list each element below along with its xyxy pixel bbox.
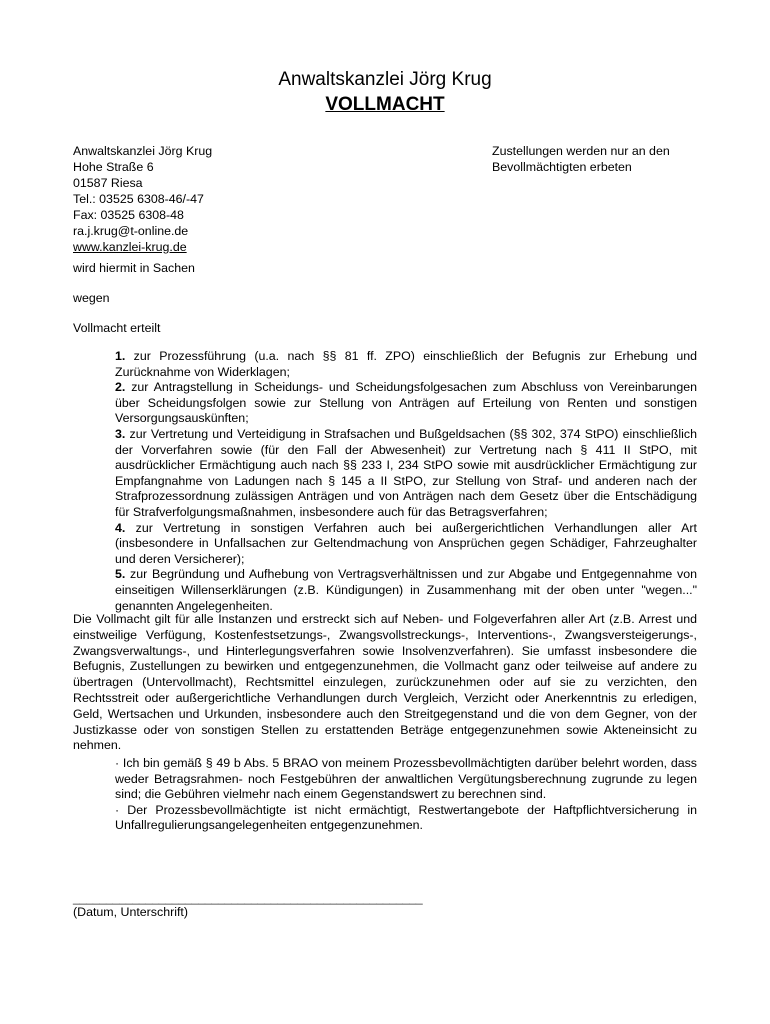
power-number: 2.: [115, 380, 126, 395]
power-item: [115, 567, 697, 614]
signature-line: _____________________________________________________: [73, 891, 423, 905]
power-item: [115, 427, 697, 521]
delivery-notice: Zustellungen werden nur an den Bevollmächtigten erbeten: [492, 144, 670, 174]
firm-address-block: [73, 143, 233, 255]
power-item: [115, 349, 697, 380]
address-fax: Fax: 03525 6308-48: [73, 208, 184, 222]
address-name: Anwaltskanzlei Jörg Krug: [73, 144, 213, 158]
address-street: Hohe Straße 6: [73, 160, 154, 174]
power-text: zur Vertretung in sonstigen Verfahren auch bei außergerichtlichen Verhandlungen aller Art (insbesondere in Unfallsachen zur Geltendmachung von Ansprüchen gegen Schädiger, Fahrzeughalter und deren Versicherer);: [115, 520, 697, 566]
signature-label: (Datum, Unterschrift): [73, 905, 188, 919]
power-number: 5.: [115, 567, 126, 582]
power-number: 1.: [115, 349, 126, 363]
address-phone: Tel.: 03525 6308-46/-47: [73, 192, 204, 206]
document-title: VOLLMACHT: [325, 94, 445, 115]
firm-heading: Anwaltskanzlei Jörg Krug: [278, 69, 492, 90]
address-email[interactable]: ra.j.krug@t-online.de: [73, 224, 189, 238]
address-city: 01587 Riesa: [73, 176, 143, 190]
power-text: zur Begründung und Aufhebung von Vertragsverhältnissen und zur Abgabe und Entgegennahme von einseitigen Willenserklärungen (z.B. Kündigungen) in Zusammenhang mit der oben unter "wegen..." genannten Angelegenheiten.: [115, 567, 697, 613]
intro-wegen: wegen: [73, 291, 110, 305]
powers-list: [115, 349, 697, 614]
power-number: 3.: [115, 426, 126, 441]
hint-residual-value: · Der Prozessbevollmächtigte ist nicht ermächtigt, Restwertangebote der Haftpflichtversicherung in Unfallregulierungsangelegenheiten entgegenzunehmen.: [115, 802, 697, 833]
power-text: zur Prozessführung (u.a. nach §§ 81 ff. ZPO) einschließlich der Befugnis zur Erhebung und Zurücknahme von Widerklagen;: [115, 349, 697, 379]
power-number: 4.: [115, 520, 126, 535]
scope-paragraph: [73, 612, 697, 754]
power-text: zur Vertretung und Verteidigung in Strafsachen und Bußgeldsachen (§§ 302, 374 StPO) einschließlich der Vorverfahren sowie (für den Fall der Abwesenheit) zur Vertretung nach § 411 II StPO, mit ausdrücklicher Ermächtigung auch nach §§ 233 I, 234 StPO sowie mit ausdrücklicher Ermächtigung zur Empfangnahme von Ladungen nach § 145 a II StPO, zur Stellung von Straf- und anderen nach der Strafprozessordnung zulässigen Anträgen und von Anträgen nach dem Gesetz über die Entschädigung für Strafverfolgungsmaßnahmen, insbesondere auch für das Betragsverfahren;: [115, 426, 697, 519]
power-text: zur Antragstellung in Scheidungs- und Scheidungsfolgesachen zum Abschluss von Vereinbarungen über Scheidungsfolgen sowie zur Stellung von Anträgen auf Erteilung von Renten und sonstigen Versorgungsauskünften;: [115, 380, 697, 426]
scope-text: Die Vollmacht gilt für alle Instanzen und erstreckt sich auf Neben- und Folgeverfahren aller Art (z.B. Arrest und einstweilige Verfügung, Kostenfestsetzungs-, Zwangsvollstreckungs-, Interventions-, Zwangsversteigerungs-, Zwangsverwaltungs-, und Hinterlegungsverfahren sowie Insolvenzverfahren). Sie umfasst insbesondere die Befugnis, Zustellungen zu bewirken und entgegenzunehmen, die Vollmacht ganz oder teilweise auf andere zu übertragen (Untervollmacht), Rechtsmittel einzulegen, zurückzunehmen oder auf sie zu verzichten, den Rechtsstreit oder außergerichtliche Verhandlungen durch Vergleich, Verzicht oder Anerkenntnis zu erledigen, Geld, Wertsachen und Urkunden, insbesondere auch den Streitgegenstand und die von dem Gegner, von der Justizkasse oder von sonstigen Stellen zu erstattenden Beträge entgegenzunehmen sowie Akteneinsicht zu nehmen.: [73, 612, 697, 753]
hint-fee-notice: · Ich bin gemäß § 49 b Abs. 5 BRAO von meinem Prozessbevollmächtigten darüber belehrt worden, dass weder Betragsrahmen- noch Festgebühren der anwaltlichen Vergütungsberechnung zugrunde zu legen sind; die Gebühren vielmehr nach einem Gegenstandswert zu berechnen sind.: [115, 756, 697, 802]
power-item: [115, 380, 697, 427]
intro-vollmacht-erteilt: Vollmacht erteilt: [73, 321, 161, 335]
hints-block: [115, 756, 697, 834]
power-item: [115, 521, 697, 568]
website-link[interactable]: www.kanzlei-krug.de: [73, 240, 187, 254]
intro-in-sachen: wird hiermit in Sachen: [73, 261, 195, 275]
